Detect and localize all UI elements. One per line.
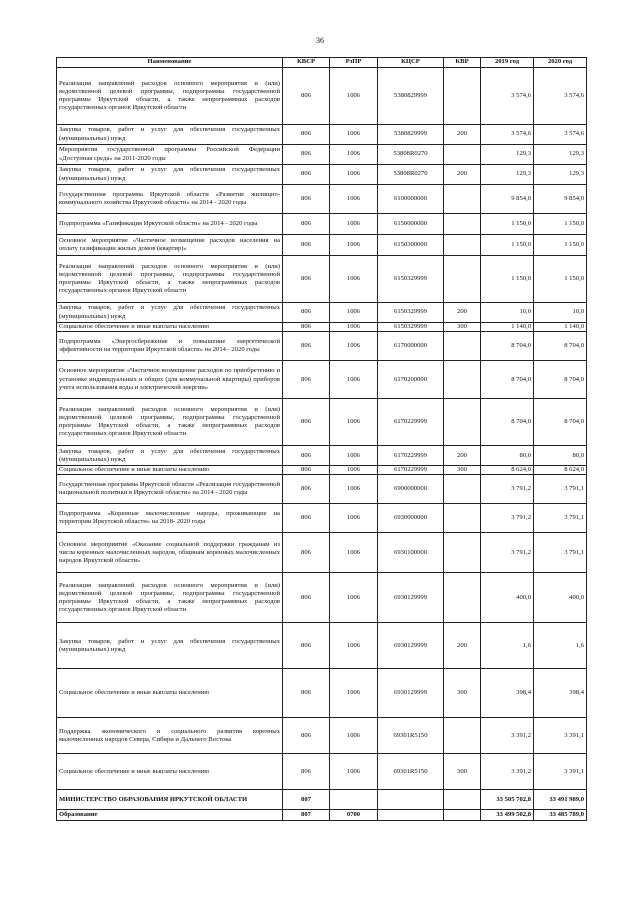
cell-kcsr: 6930129999 <box>378 623 444 669</box>
table-row <box>57 623 587 669</box>
cell-kvsr: 806 <box>283 68 330 125</box>
cell-rzpr: 0700 <box>330 810 378 821</box>
cell-kvr: 200 <box>444 446 481 466</box>
cell-y2019: 3 791,2 <box>481 475 534 504</box>
cell-name: Поддержка экономического и социального развития коренных малочисленных народов Севера, Сибири и Дальнего Востока <box>57 718 283 754</box>
cell-rzpr: 1006 <box>330 323 378 332</box>
table-row <box>57 303 587 323</box>
cell-y2019: 8 704,0 <box>481 332 534 361</box>
cell-kcsr <box>378 790 444 810</box>
cell-y2020: 33 485 789,0 <box>534 810 587 821</box>
cell-rzpr <box>330 790 378 810</box>
cell-y2019: 33 505 702,8 <box>481 790 534 810</box>
cell-y2020: 129,3 <box>534 145 587 165</box>
cell-y2019: 8 704,0 <box>481 399 534 446</box>
cell-y2019: 3 791,2 <box>481 504 534 533</box>
cell-name: Основное мероприятие «Частичное возмещение расходов населения на оплату газификации жилых домов (квартир)» <box>57 235 283 256</box>
cell-rzpr: 1006 <box>330 214 378 235</box>
cell-y2019: 1 150,0 <box>481 256 534 303</box>
cell-kvsr: 806 <box>283 573 330 623</box>
cell-y2020: 1,6 <box>534 623 587 669</box>
header-kvsr: КВСР <box>283 58 330 68</box>
cell-kvsr: 806 <box>283 303 330 323</box>
table-row <box>57 235 587 256</box>
table-row <box>57 533 587 573</box>
cell-y2019: 129,3 <box>481 145 534 165</box>
cell-kcsr: 53808R0270 <box>378 165 444 185</box>
table-row <box>57 399 587 446</box>
header-rzpr: РзПР <box>330 58 378 68</box>
cell-kvsr: 806 <box>283 185 330 214</box>
table-row <box>57 754 587 790</box>
cell-kvr <box>444 504 481 533</box>
page-number: 36 <box>316 36 324 45</box>
cell-y2019: 3 391,2 <box>481 718 534 754</box>
cell-kvsr: 806 <box>283 323 330 332</box>
table-row <box>57 669 587 718</box>
cell-kvr: 200 <box>444 303 481 323</box>
cell-name: Закупка товаров, работ и услуг для обеспечения государственных (муниципальных) нужд <box>57 623 283 669</box>
table-row <box>57 145 587 165</box>
cell-name: Закупка товаров, работ и услуг для обеспечения государственных (муниципальных) нужд <box>57 446 283 466</box>
cell-y2020: 33 491 989,0 <box>534 790 587 810</box>
cell-name: Социальное обеспечение и иные выплаты населению <box>57 754 283 790</box>
cell-kvr <box>444 256 481 303</box>
cell-kvr <box>444 810 481 821</box>
cell-rzpr: 1006 <box>330 399 378 446</box>
table-row <box>57 504 587 533</box>
cell-kvsr: 806 <box>283 165 330 185</box>
cell-kvsr: 806 <box>283 399 330 446</box>
cell-y2019: 33 499 502,8 <box>481 810 534 821</box>
cell-y2019: 1,6 <box>481 623 534 669</box>
table-row <box>57 256 587 303</box>
cell-name: Социальное обеспечение и иные выплаты населению <box>57 669 283 718</box>
cell-y2020: 8 704,0 <box>534 332 587 361</box>
cell-name: Образование <box>57 810 283 821</box>
cell-kcsr: 6170000000 <box>378 332 444 361</box>
cell-kvr <box>444 235 481 256</box>
table-row <box>57 446 587 466</box>
cell-kcsr: 6930129999 <box>378 669 444 718</box>
cell-kvr <box>444 185 481 214</box>
cell-y2020: 80,0 <box>534 446 587 466</box>
cell-kvr: 300 <box>444 669 481 718</box>
cell-kvr <box>444 718 481 754</box>
cell-kcsr: 6150000000 <box>378 214 444 235</box>
cell-y2019: 3 791,2 <box>481 533 534 573</box>
cell-kcsr: 6150329999 <box>378 323 444 332</box>
cell-rzpr: 1006 <box>330 533 378 573</box>
cell-kvr <box>444 790 481 810</box>
table-row <box>57 125 587 145</box>
cell-kvr <box>444 68 481 125</box>
cell-rzpr: 1006 <box>330 361 378 399</box>
cell-kvsr: 806 <box>283 669 330 718</box>
cell-kcsr: 6100000000 <box>378 185 444 214</box>
cell-y2019: 3 574,6 <box>481 125 534 145</box>
cell-y2020: 3 574,6 <box>534 125 587 145</box>
cell-y2020: 8 704,0 <box>534 361 587 399</box>
cell-name: Социальное обеспечение и иные выплаты населению <box>57 323 283 332</box>
cell-name: Реализация направлений расходов основного мероприятия и (или) ведомственной целевой программы, подпрограммы государственной программы Иркутской области, а также непрограммных расходов государственных органов Иркутской области <box>57 68 283 125</box>
cell-y2020: 3 574,6 <box>534 68 587 125</box>
header-kvr: КВР <box>444 58 481 68</box>
cell-kvsr: 806 <box>283 125 330 145</box>
cell-name: Основное мероприятие «Частичное возмещение расходов по приобретению и установке индивидуальных и общих (для коммунальной квартиры) приборов учета использования воды и электрической энергии» <box>57 361 283 399</box>
cell-rzpr: 1006 <box>330 718 378 754</box>
cell-kvsr: 806 <box>283 332 330 361</box>
cell-name: Основное мероприятие «Оказание социальной поддержки гражданам из числа коренных малочисленных народов, общинам коренных малочисленных народов Иркутской области» <box>57 533 283 573</box>
cell-kvsr: 806 <box>283 214 330 235</box>
cell-kvsr: 806 <box>283 475 330 504</box>
cell-name: МИНИСТЕРСТВО ОБРАЗОВАНИЯ ИРКУТСКОЙ ОБЛАСТИ <box>57 790 283 810</box>
header-2019: 2019 год <box>481 58 534 68</box>
table-row <box>57 573 587 623</box>
cell-y2020: 398,4 <box>534 669 587 718</box>
table-row <box>57 332 587 361</box>
table-row <box>57 718 587 754</box>
cell-kvsr: 806 <box>283 623 330 669</box>
cell-kvsr: 806 <box>283 235 330 256</box>
cell-y2019: 129,3 <box>481 165 534 185</box>
cell-kvr: 300 <box>444 466 481 475</box>
cell-name: Закупка товаров, работ и услуг для обеспечения государственных (муниципальных) нужд <box>57 165 283 185</box>
table-row <box>57 466 587 475</box>
cell-rzpr: 1006 <box>330 573 378 623</box>
cell-kvr <box>444 332 481 361</box>
cell-name: Реализация направлений расходов основного мероприятия и (или) ведомственной целевой программы, подпрограммы государственной программы Иркутской области, а также непрограммных расходов государственных органов Иркутской области <box>57 573 283 623</box>
cell-kvr: 300 <box>444 323 481 332</box>
table-row <box>57 810 587 821</box>
cell-rzpr: 1006 <box>330 125 378 145</box>
cell-kcsr: 69301R5150 <box>378 718 444 754</box>
table-row <box>57 790 587 810</box>
cell-y2019: 400,0 <box>481 573 534 623</box>
cell-y2019: 398,4 <box>481 669 534 718</box>
cell-name: Государственная программа Иркутской области «Реализация государственной национальной политики в Иркутской области» на 2014 - 2020 годы <box>57 475 283 504</box>
cell-y2020: 10,0 <box>534 303 587 323</box>
cell-kvr: 200 <box>444 125 481 145</box>
cell-y2020: 3 391,1 <box>534 718 587 754</box>
cell-kcsr: 6150300000 <box>378 235 444 256</box>
table-row <box>57 68 587 125</box>
cell-kvr <box>444 145 481 165</box>
cell-kvr <box>444 399 481 446</box>
cell-rzpr: 1006 <box>330 475 378 504</box>
table-row <box>57 475 587 504</box>
cell-rzpr: 1006 <box>330 185 378 214</box>
cell-kcsr <box>378 810 444 821</box>
cell-rzpr: 1006 <box>330 256 378 303</box>
cell-kvsr: 806 <box>283 466 330 475</box>
cell-kcsr: 5380829999 <box>378 68 444 125</box>
cell-name: Мероприятия государственной программы Российской Федерации «Доступная среда» на 2011-2020 годы <box>57 145 283 165</box>
cell-kcsr: 6150329999 <box>378 303 444 323</box>
cell-kcsr: 6170229999 <box>378 466 444 475</box>
table-row <box>57 185 587 214</box>
cell-kvr <box>444 214 481 235</box>
cell-y2019: 10,0 <box>481 303 534 323</box>
table-row <box>57 214 587 235</box>
cell-rzpr: 1006 <box>330 754 378 790</box>
cell-rzpr: 1006 <box>330 235 378 256</box>
cell-kvsr: 806 <box>283 754 330 790</box>
cell-y2020: 9 854,0 <box>534 185 587 214</box>
cell-kcsr: 53808R0270 <box>378 145 444 165</box>
budget-table <box>56 57 587 821</box>
cell-y2020: 3 391,1 <box>534 754 587 790</box>
cell-kvsr: 807 <box>283 810 330 821</box>
cell-kcsr: 6150329999 <box>378 256 444 303</box>
cell-name: Реализация направлений расходов основного мероприятия и (или) ведомственной целевой программы, подпрограммы государственной программы Иркутской области, а также непрограммных расходов государственных органов Иркутской области <box>57 399 283 446</box>
cell-kvsr: 806 <box>283 145 330 165</box>
cell-rzpr: 1006 <box>330 145 378 165</box>
cell-y2020: 129,3 <box>534 165 587 185</box>
cell-kcsr: 6170200000 <box>378 361 444 399</box>
cell-kcsr: 6170229999 <box>378 446 444 466</box>
cell-y2019: 80,0 <box>481 446 534 466</box>
cell-y2020: 1 150,0 <box>534 256 587 303</box>
table-row <box>57 361 587 399</box>
cell-kvsr: 806 <box>283 256 330 303</box>
cell-kvsr: 806 <box>283 446 330 466</box>
cell-rzpr: 1006 <box>330 466 378 475</box>
cell-y2020: 3 791,1 <box>534 504 587 533</box>
cell-y2019: 1 140,0 <box>481 323 534 332</box>
cell-kvr: 200 <box>444 623 481 669</box>
cell-kcsr: 6170229999 <box>378 399 444 446</box>
cell-y2020: 1 150,0 <box>534 214 587 235</box>
cell-kvr <box>444 533 481 573</box>
header-2020: 2020 год <box>534 58 587 68</box>
cell-kvsr: 806 <box>283 718 330 754</box>
cell-kcsr: 6900000000 <box>378 475 444 504</box>
cell-name: Закупка товаров, работ и услуг для обеспечения государственных (муниципальных) нужд <box>57 303 283 323</box>
table-row <box>57 165 587 185</box>
cell-name: Подпрограмма «Коренные малочисленные народы, проживающие на территории Иркутской области» на 2018- 2020 годы <box>57 504 283 533</box>
cell-kcsr: 6930129999 <box>378 573 444 623</box>
cell-y2020: 400,0 <box>534 573 587 623</box>
cell-kvr: 300 <box>444 754 481 790</box>
table-row <box>57 323 587 332</box>
cell-y2019: 3 391,2 <box>481 754 534 790</box>
cell-kvr <box>444 361 481 399</box>
cell-name: Подпрограмма «Энергосбережение и повышение энергетической эффективности на территории Иркутской области» на 2014 - 2020 годы <box>57 332 283 361</box>
header-kcsr: КЦСР <box>378 58 444 68</box>
cell-y2019: 3 574,6 <box>481 68 534 125</box>
cell-name: Закупка товаров, работ и услуг для обеспечения государственных (муниципальных) нужд <box>57 125 283 145</box>
cell-y2019: 1 150,0 <box>481 214 534 235</box>
cell-kvsr: 807 <box>283 790 330 810</box>
cell-kvr <box>444 475 481 504</box>
cell-kvsr: 806 <box>283 533 330 573</box>
cell-y2020: 3 791,1 <box>534 475 587 504</box>
cell-kcsr: 5380829999 <box>378 125 444 145</box>
cell-name: Государственная программа Иркутской области «Развитие жилищно-коммунального хозяйства Иркутской области» на 2014 - 2020 годы <box>57 185 283 214</box>
cell-y2019: 9 854,0 <box>481 185 534 214</box>
cell-kvr <box>444 573 481 623</box>
cell-y2019: 8 624,0 <box>481 466 534 475</box>
cell-rzpr: 1006 <box>330 165 378 185</box>
cell-kvsr: 806 <box>283 504 330 533</box>
cell-y2020: 3 791,1 <box>534 533 587 573</box>
cell-kcsr: 69301R5150 <box>378 754 444 790</box>
table-body <box>57 68 587 821</box>
cell-kcsr: 6930100000 <box>378 533 444 573</box>
cell-rzpr: 1006 <box>330 332 378 361</box>
cell-rzpr: 1006 <box>330 504 378 533</box>
cell-y2019: 1 150,0 <box>481 235 534 256</box>
cell-kvr: 200 <box>444 165 481 185</box>
cell-rzpr: 1006 <box>330 623 378 669</box>
cell-name: Реализация направлений расходов основного мероприятия и (или) ведомственной целевой программы, подпрограммы государственной программы Иркутской области, а также непрограммных расходов государственных органов Иркутской области <box>57 256 283 303</box>
cell-rzpr: 1006 <box>330 303 378 323</box>
cell-kcsr: 6930000000 <box>378 504 444 533</box>
cell-y2019: 8 704,0 <box>481 361 534 399</box>
cell-y2020: 1 150,0 <box>534 235 587 256</box>
cell-name: Социальное обеспечение и иные выплаты населению <box>57 466 283 475</box>
cell-name: Подпрограмма «Газификация Иркутской области» на 2014 - 2020 годы <box>57 214 283 235</box>
cell-y2020: 1 140,0 <box>534 323 587 332</box>
cell-y2020: 8 624,0 <box>534 466 587 475</box>
cell-rzpr: 1006 <box>330 669 378 718</box>
cell-rzpr: 1006 <box>330 68 378 125</box>
cell-y2020: 8 704,0 <box>534 399 587 446</box>
table-header-row <box>57 58 587 68</box>
header-name: Наименование <box>57 58 283 68</box>
cell-rzpr: 1006 <box>330 446 378 466</box>
cell-kvsr: 806 <box>283 361 330 399</box>
